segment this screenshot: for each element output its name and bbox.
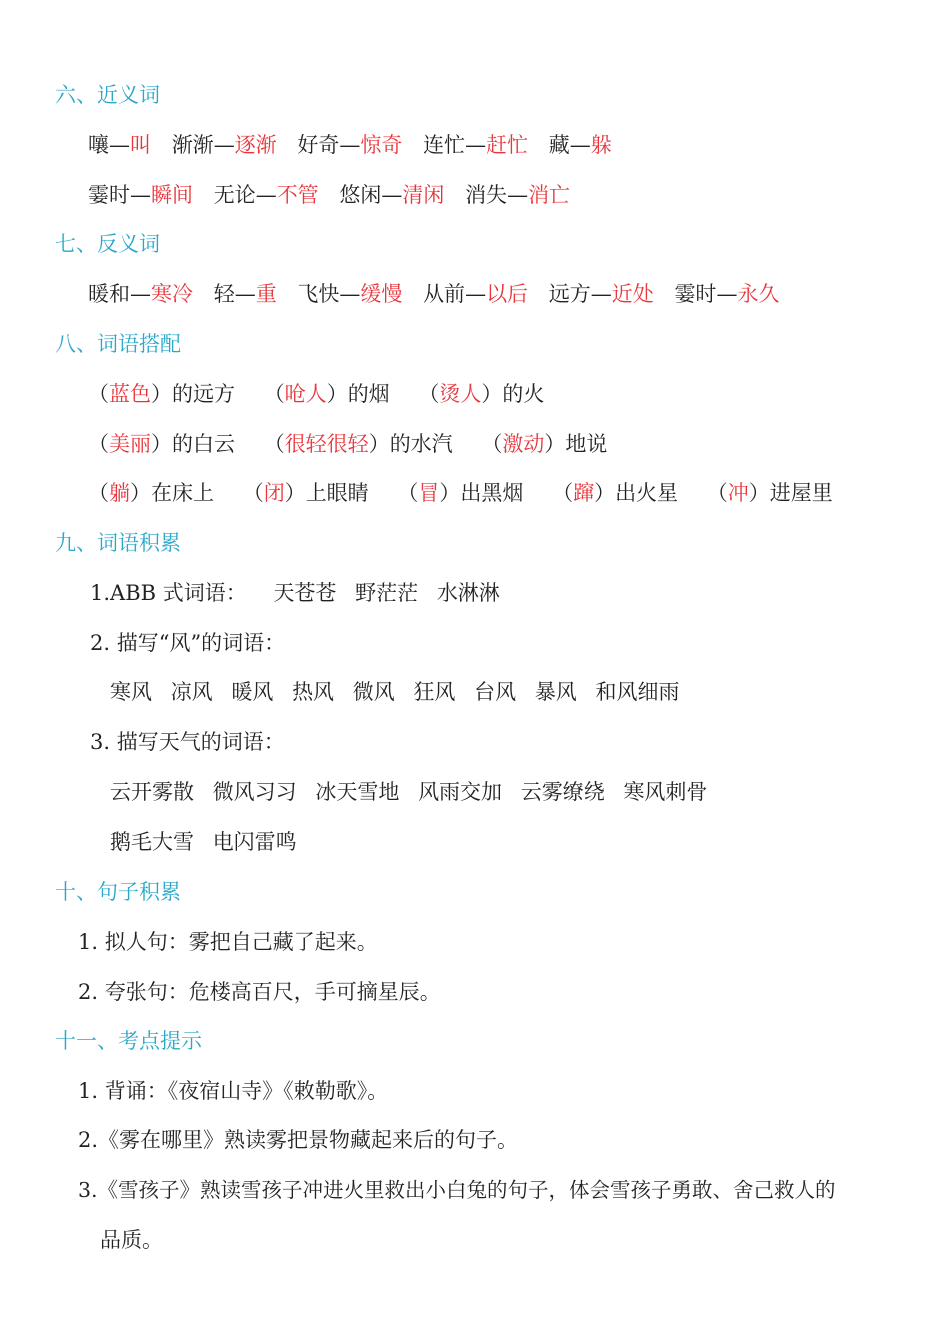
personification-sentence: 1. 拟人句：雾把自己藏了起来。 bbox=[78, 930, 378, 954]
section-heading-word-accumulation: 九、词语积累 bbox=[55, 531, 181, 555]
synonyms-row-1 bbox=[88, 130, 612, 160]
word: 寒风 bbox=[110, 680, 152, 704]
word-pair: 飞快—缓慢 bbox=[297, 282, 403, 306]
word-pair: 悠闲—清闲 bbox=[339, 183, 445, 207]
word: 暴风 bbox=[534, 680, 577, 704]
collocation-row-1 bbox=[88, 379, 566, 409]
word: 云开雾散 bbox=[110, 780, 194, 804]
section-heading-word-collocation: 八、词语搭配 bbox=[55, 332, 181, 356]
antonyms-row-1 bbox=[88, 279, 779, 309]
wind-words-label: 2. 描写“风”的词语： bbox=[90, 631, 286, 655]
word-pair: 暖和—寒冷 bbox=[88, 282, 193, 306]
exam-tip-2: 2.《雾在哪里》熟读雾把景物藏起来后的句子。 bbox=[78, 1128, 519, 1152]
word-pair: 嚷—叫 bbox=[88, 133, 151, 157]
collocation-item: （蓝色）的远方 bbox=[88, 382, 235, 406]
word: 暖风 bbox=[231, 680, 274, 704]
section-heading-antonyms: 七、反义词 bbox=[55, 232, 160, 256]
collocation-item: （呛人）的烟 bbox=[263, 382, 390, 406]
word-pair: 霎时—永久 bbox=[674, 282, 780, 306]
word-pair: 渐渐—逐渐 bbox=[171, 133, 277, 157]
word: 风雨交加 bbox=[418, 780, 503, 804]
abb-words-row bbox=[90, 578, 512, 608]
collocation-item: （很轻很轻）的水汽 bbox=[263, 432, 453, 456]
word-pair: 好奇—惊奇 bbox=[297, 133, 403, 157]
word: 和风细雨 bbox=[595, 680, 680, 704]
word: 台风 bbox=[474, 680, 517, 704]
weather-words-row-1 bbox=[110, 777, 719, 807]
exam-tip-3: 3.《雪孩子》熟读雪孩子冲进火里救出小白兔的句子，体会雪孩子勇敢、舍己救人的 bbox=[78, 1178, 836, 1202]
word: 热风 bbox=[292, 680, 335, 704]
collocation-item: （躺）在床上 bbox=[88, 481, 214, 505]
word: 野茫茫 bbox=[355, 581, 419, 605]
word: 凉风 bbox=[170, 680, 213, 704]
exam-tip-1: 1. 背诵：《夜宿山寺》《敕勒歌》。 bbox=[78, 1079, 389, 1103]
weather-words-label: 3. 描写天气的词语： bbox=[90, 730, 285, 754]
word-pair: 霎时—瞬间 bbox=[88, 183, 193, 207]
section-heading-exam-tips: 十一、考点提示 bbox=[55, 1029, 202, 1053]
collocation-item: （美丽）的白云 bbox=[88, 432, 235, 456]
collocation-row-3 bbox=[88, 478, 855, 508]
collocation-item: （蹿）出火星 bbox=[552, 481, 679, 505]
collocation-item: （闭）上眼睛 bbox=[242, 481, 369, 505]
word: 狂风 bbox=[413, 680, 456, 704]
word: 冰天雪地 bbox=[315, 780, 400, 804]
word: 微风习习 bbox=[212, 780, 297, 804]
word-pair: 轻—重 bbox=[213, 282, 277, 306]
word: 云雾缭绕 bbox=[520, 780, 605, 804]
collocation-item: （激动）地说 bbox=[481, 432, 608, 456]
section-heading-sentence-accumulation: 十、句子积累 bbox=[55, 880, 181, 904]
word-pair: 无论—不管 bbox=[213, 183, 319, 207]
wind-words-row bbox=[110, 677, 692, 707]
collocation-item: （冒）出黑烟 bbox=[397, 481, 524, 505]
word: 鹅毛大雪 bbox=[110, 830, 194, 854]
word-pair: 从前—以后 bbox=[423, 282, 529, 306]
word: 寒风刺骨 bbox=[623, 780, 708, 804]
section-heading-synonyms: 六、近义词 bbox=[55, 83, 160, 107]
word: 水淋淋 bbox=[436, 581, 500, 605]
word: 天苍苍 bbox=[273, 581, 337, 605]
word: 电闪雷鸣 bbox=[212, 830, 297, 854]
word-pair: 连忙—赶忙 bbox=[423, 133, 529, 157]
word-pair: 藏—躲 bbox=[548, 133, 612, 157]
word: 微风 bbox=[352, 680, 395, 704]
synonyms-row-2 bbox=[88, 180, 570, 210]
exam-tip-3-continued: 品质。 bbox=[100, 1228, 163, 1252]
collocation-item: （冲）进屋里 bbox=[706, 481, 833, 505]
collocation-row-2 bbox=[88, 429, 629, 459]
exaggeration-sentence: 2. 夸张句：危楼高百尺，手可摘星辰。 bbox=[78, 980, 441, 1004]
item-label: 1.ABB 式词语： bbox=[90, 581, 247, 605]
collocation-item: （烫人）的火 bbox=[418, 382, 545, 406]
weather-words-row-2 bbox=[110, 827, 309, 857]
word-pair: 远方—近处 bbox=[548, 282, 654, 306]
word-pair: 消失—消亡 bbox=[465, 183, 571, 207]
